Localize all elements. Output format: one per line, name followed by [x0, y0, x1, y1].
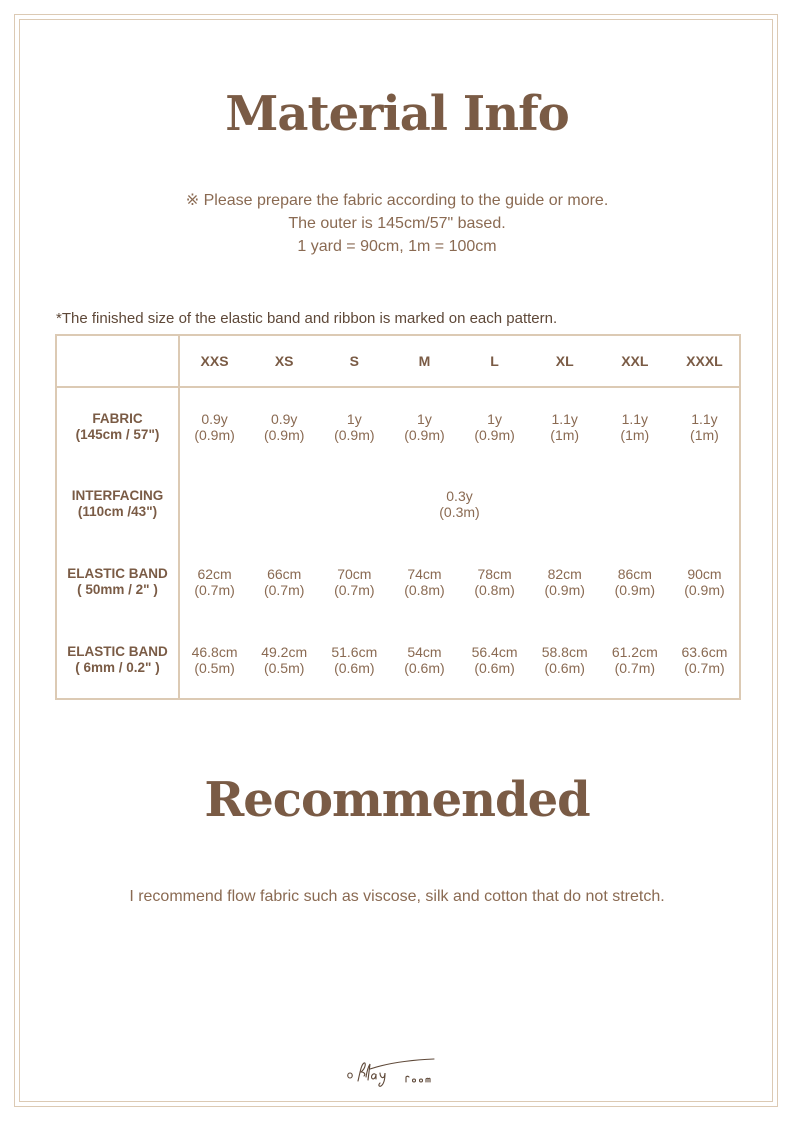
size-header: S — [319, 335, 389, 387]
value-line: 1.1y — [691, 410, 718, 427]
size-header-row — [56, 335, 740, 387]
playroom-signature-logo-icon — [340, 1052, 454, 1092]
row-label-line: ELASTIC BAND — [67, 643, 168, 659]
value-line: 66cm — [267, 566, 302, 582]
value-line: 63.6cm — [681, 643, 728, 660]
value-line: (0.9m) — [684, 582, 725, 598]
recommended-title: Recommended — [204, 772, 590, 828]
value-line: 51.6cm — [331, 643, 378, 660]
value-cell — [600, 621, 670, 699]
value-line: 90cm — [687, 566, 722, 582]
material-table — [55, 334, 741, 700]
value-line: 1y — [346, 410, 362, 427]
value-line: (0.7m) — [334, 582, 375, 598]
size-header: M — [389, 335, 459, 387]
value-cell — [670, 621, 740, 699]
value-line: (0.7m) — [614, 659, 656, 676]
value-cell — [670, 543, 740, 621]
row-label-line: ( 6mm / 0.2" ) — [75, 659, 160, 675]
value-cell — [319, 543, 389, 621]
intro-line-3: 1 yard = 90cm, 1m = 100cm — [297, 238, 497, 255]
material-row — [56, 543, 740, 621]
value-line: 78cm — [477, 566, 512, 582]
row-label — [56, 387, 179, 465]
value-line: (0.6m) — [334, 659, 375, 676]
value-line: (1m) — [620, 426, 650, 443]
value-line: 56.4cm — [471, 643, 518, 660]
value-line: (0.9m) — [194, 426, 235, 443]
value-cell — [670, 387, 740, 465]
intro-text — [0, 189, 794, 258]
recommended-text: I recommend flow fabric such as viscose, silk and cotton that do not stretch. — [129, 888, 665, 905]
value-cell — [319, 621, 389, 699]
value-line: (0.7m) — [263, 582, 305, 598]
value-cell — [530, 543, 600, 621]
value-cell — [600, 387, 670, 465]
value-cell — [179, 543, 249, 621]
value-line: 1.1y — [621, 410, 649, 427]
row-label-line: ELASTIC BAND — [67, 566, 168, 581]
value-cell — [389, 387, 459, 465]
value-cell — [249, 621, 319, 699]
size-header: XXXL — [670, 335, 740, 387]
intro-line-1: ※ Please prepare the fabric according to the guide or more. — [185, 192, 609, 209]
material-row — [56, 387, 740, 465]
value-line: 62cm — [197, 566, 232, 582]
merged-value-cell — [179, 465, 740, 543]
value-cell — [460, 543, 530, 621]
value-line: 54cm — [407, 643, 442, 660]
value-cell — [600, 543, 670, 621]
value-line: (0.7m) — [684, 659, 725, 676]
value-line: (1m) — [690, 426, 719, 443]
value-line: (0.9m) — [404, 426, 445, 443]
value-line: (0.7m) — [194, 582, 235, 598]
value-cell — [179, 621, 249, 699]
value-line: (0.9m) — [544, 582, 585, 598]
value-line: 58.8cm — [541, 643, 588, 660]
row-label — [56, 621, 179, 699]
value-line: (0.6m) — [474, 659, 515, 676]
table-corner-cell — [56, 335, 179, 387]
value-line: 49.2cm — [261, 643, 308, 660]
value-line: 0.3y — [446, 488, 473, 504]
value-line: (0.5m) — [263, 659, 305, 676]
value-cell — [249, 543, 319, 621]
material-row — [56, 621, 740, 699]
value-line: 61.2cm — [611, 643, 658, 660]
value-line: 1.1y — [551, 410, 578, 427]
value-cell — [179, 387, 249, 465]
row-label-line: ( 50mm / 2" ) — [77, 582, 158, 597]
value-line: 1y — [487, 410, 502, 427]
value-cell — [530, 387, 600, 465]
row-label-line: INTERFACING — [71, 488, 164, 503]
value-cell — [319, 387, 389, 465]
value-line: 82cm — [547, 566, 582, 582]
size-header: L — [460, 335, 530, 387]
value-line: 0.9y — [270, 410, 298, 427]
size-header: XXL — [600, 335, 670, 387]
row-label-line: (110cm /43") — [77, 504, 158, 519]
value-line: (0.3m) — [439, 504, 480, 520]
value-line: (0.9m) — [474, 426, 515, 443]
value-line: 70cm — [337, 566, 372, 582]
value-cell — [389, 543, 459, 621]
size-header: XXS — [179, 335, 249, 387]
value-cell — [249, 387, 319, 465]
value-cell — [460, 621, 530, 699]
value-line: 0.9y — [201, 410, 228, 427]
value-line: (0.9m) — [263, 426, 305, 443]
value-line: 86cm — [617, 566, 652, 582]
value-line: (0.9m) — [614, 582, 656, 598]
value-line: (1m) — [550, 426, 580, 443]
value-line: (0.6m) — [544, 659, 585, 676]
value-line: (0.8m) — [474, 582, 515, 598]
value-line: (0.8m) — [404, 582, 445, 598]
value-line: (0.9m) — [334, 426, 375, 443]
value-line: 46.8cm — [191, 643, 238, 660]
row-label-line: (145cm / 57") — [75, 426, 160, 442]
size-header: XL — [530, 335, 600, 387]
value-line: 1y — [417, 410, 432, 427]
value-cell — [460, 387, 530, 465]
intro-line-2: The outer is 145cm/57" based. — [288, 215, 506, 232]
material-row — [56, 465, 740, 543]
page-title: Material Info — [225, 86, 569, 142]
row-label — [56, 543, 179, 621]
value-line: 74cm — [407, 566, 442, 582]
value-line: (0.5m) — [194, 659, 235, 676]
size-header: XS — [249, 335, 319, 387]
row-label — [56, 465, 179, 543]
value-cell — [530, 621, 600, 699]
row-label-line: FABRIC — [92, 410, 143, 426]
pattern-note: *The finished size of the elastic band and ribbon is marked on each pattern. — [56, 310, 558, 327]
value-line: (0.6m) — [404, 659, 445, 676]
value-cell — [389, 621, 459, 699]
